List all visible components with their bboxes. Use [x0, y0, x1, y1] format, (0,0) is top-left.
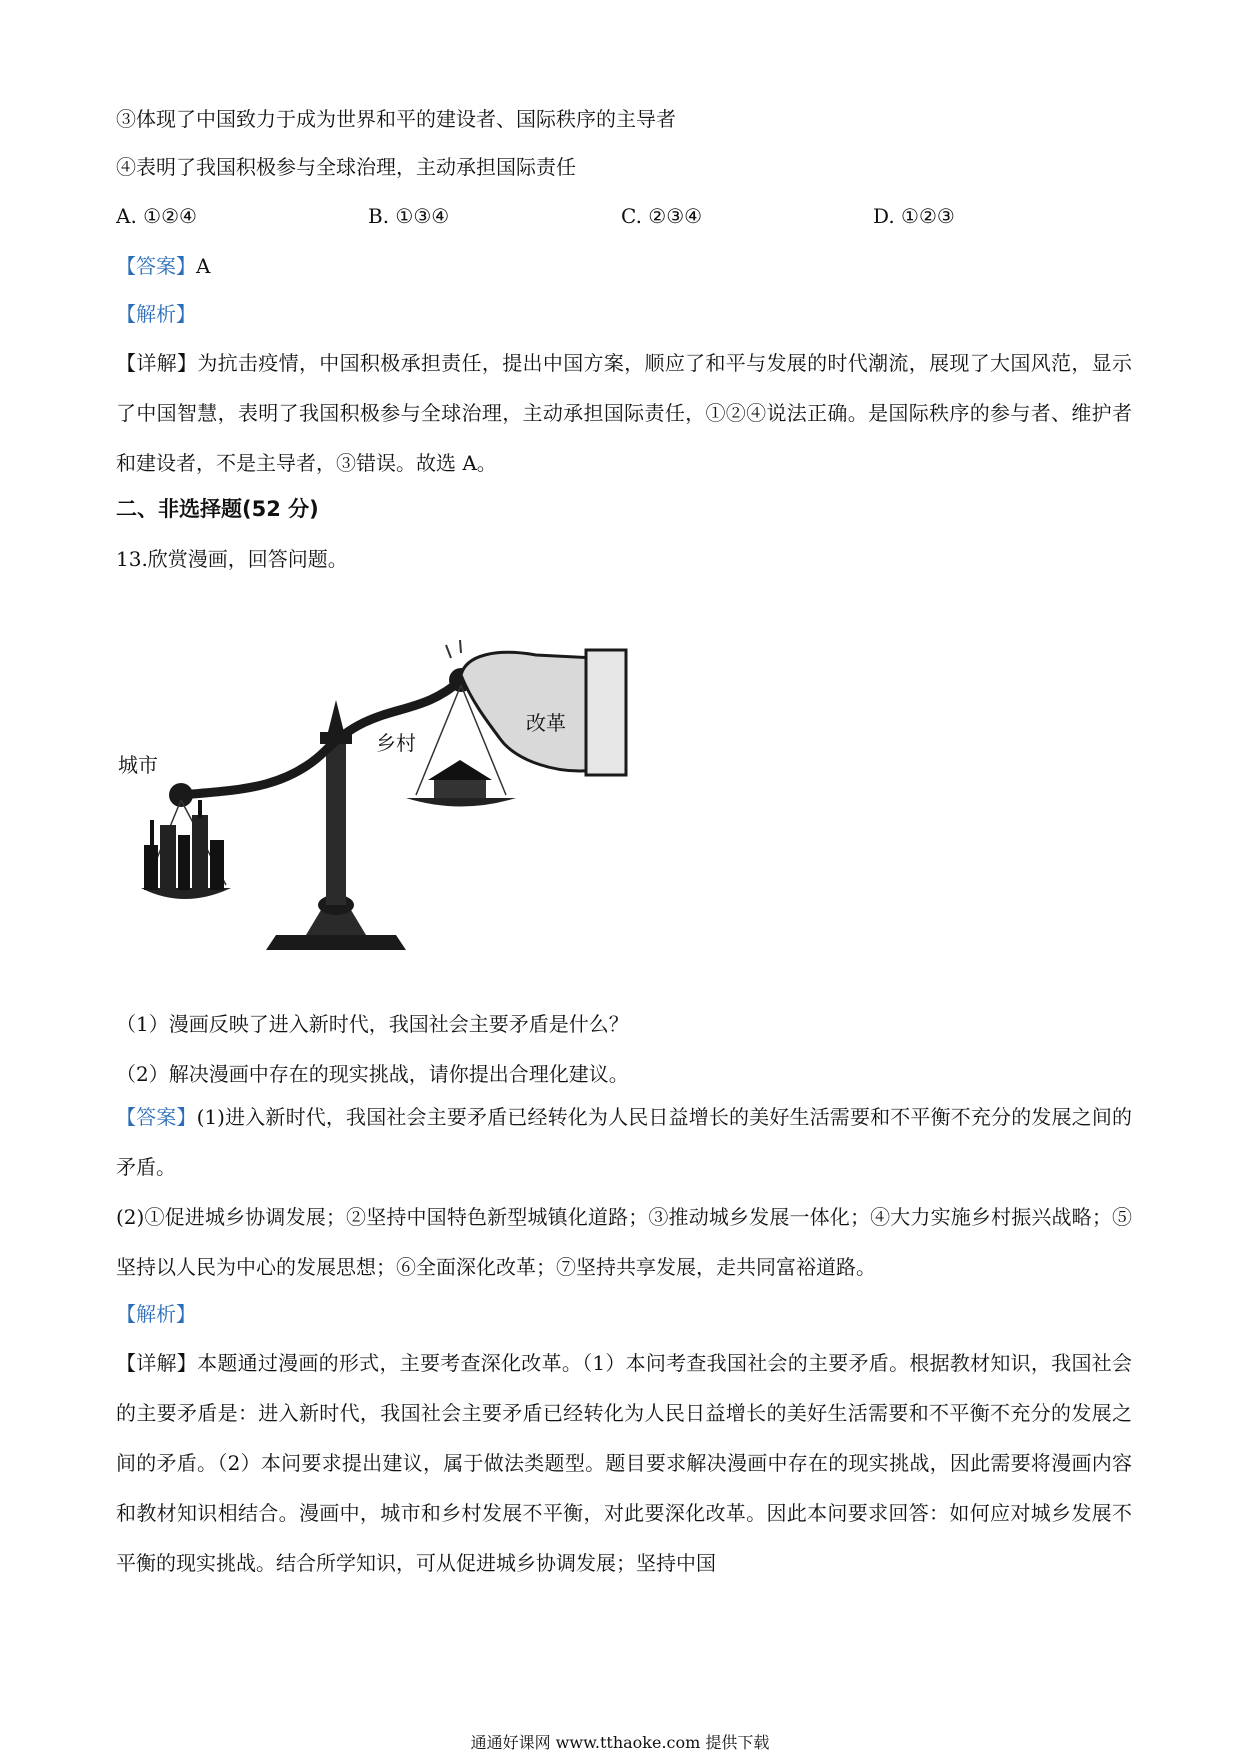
choice-a: A. ①②④: [116, 204, 197, 228]
q13-sub1: （1）漫画反映了进入新时代，我国社会主要矛盾是什么？: [116, 1012, 629, 1036]
q13-answer1: [116, 1092, 1132, 1192]
right-pan: [406, 798, 516, 807]
answer-label: 【答案】: [116, 254, 196, 278]
choice-c: C. ②③④: [621, 204, 703, 228]
village-house: [428, 760, 492, 798]
label-city: 城市: [118, 753, 158, 777]
answer-label: 【答案】: [116, 1105, 197, 1129]
detail-text: 本题通过漫画的形式，主要考查深化改革。（1）本问考查我国社会的主要矛盾。根据教材知识，我国社会的主要矛盾是：进入新时代，我国社会主要矛盾已经转化为人民日益增长的美好生活需要和不平衡不充分的发展之间的矛盾。（2）本问要求提出建议，属于做法类题型。题目要求解决漫画中存在的现实挑战，因此需要将漫画内容和教材知识相结合。漫画中，城市和乡村发展不平衡，对此要深化改革。因此本问要求回答：如何应对城乡发展不平衡的现实挑战。结合所学知识，可从促进城乡协调发展；坚持中国: [116, 1351, 1132, 1575]
city-buildings: [144, 800, 224, 890]
detail-label: 【详解】: [116, 1351, 198, 1375]
q13-detail: [116, 1338, 1132, 1588]
q12-analysis: [116, 300, 1128, 328]
option-4: ④表明了我国积极参与全球治理，主动承担国际责任: [116, 155, 576, 179]
label-reform: 改革: [526, 711, 566, 735]
answer-value: A: [196, 254, 211, 278]
footer-source: 通通好课网 www.tthaoke.com 提供下载: [470, 1733, 770, 1752]
detail-text: 为抗击疫情，中国积极承担责任，提出中国方案，顺应了和平与发展的时代潮流，展现了大国风范，显示了中国智慧，表明了我国积极参与全球治理，主动承担国际责任，①②④说法正确。是国际秩序的参与者、维护者和建设者，不是主导者，③错误。故选 A。: [116, 351, 1133, 475]
scale-base: [266, 935, 406, 950]
scale-column: [326, 740, 346, 905]
label-village: 乡村: [376, 731, 416, 755]
analysis-label: 【解析】: [116, 1302, 196, 1326]
q12-answer: [116, 252, 1128, 280]
choice-b: B. ①③④: [368, 204, 450, 228]
cartoon-scale-illustration: [116, 620, 636, 980]
q13-analysis: [116, 1300, 1128, 1328]
detail-label: 【详解】: [116, 351, 198, 375]
option-3: ③体现了中国致力于成为世界和平的建设者、国际秩序的主导者: [116, 107, 676, 131]
q12-detail: [116, 338, 1132, 488]
analysis-label: 【解析】: [116, 302, 196, 326]
q13-answer2: (2)①促进城乡协调发展；②坚持中国特色新型城镇化道路；③推动城乡发展一体化；④大力实施乡村振兴战略；⑤坚持以人民为中心的发展思想；⑥全面深化改革；⑦坚持共享发展，走共同富裕道路。: [116, 1205, 1132, 1279]
answer1-text: (1)进入新时代，我国社会主要矛盾已经转化为人民日益增长的美好生活需要和不平衡不充分的发展之间的矛盾。: [116, 1105, 1132, 1179]
reform-hand: [446, 640, 626, 775]
section-heading: 二、非选择题(52 分): [116, 497, 319, 521]
q13-sub2: （2）解决漫画中存在的现实挑战，请你提出合理化建议。: [116, 1062, 629, 1086]
q13-stem: 13.欣赏漫画，回答问题。: [116, 547, 348, 571]
choice-d: D. ①②③: [873, 204, 955, 228]
